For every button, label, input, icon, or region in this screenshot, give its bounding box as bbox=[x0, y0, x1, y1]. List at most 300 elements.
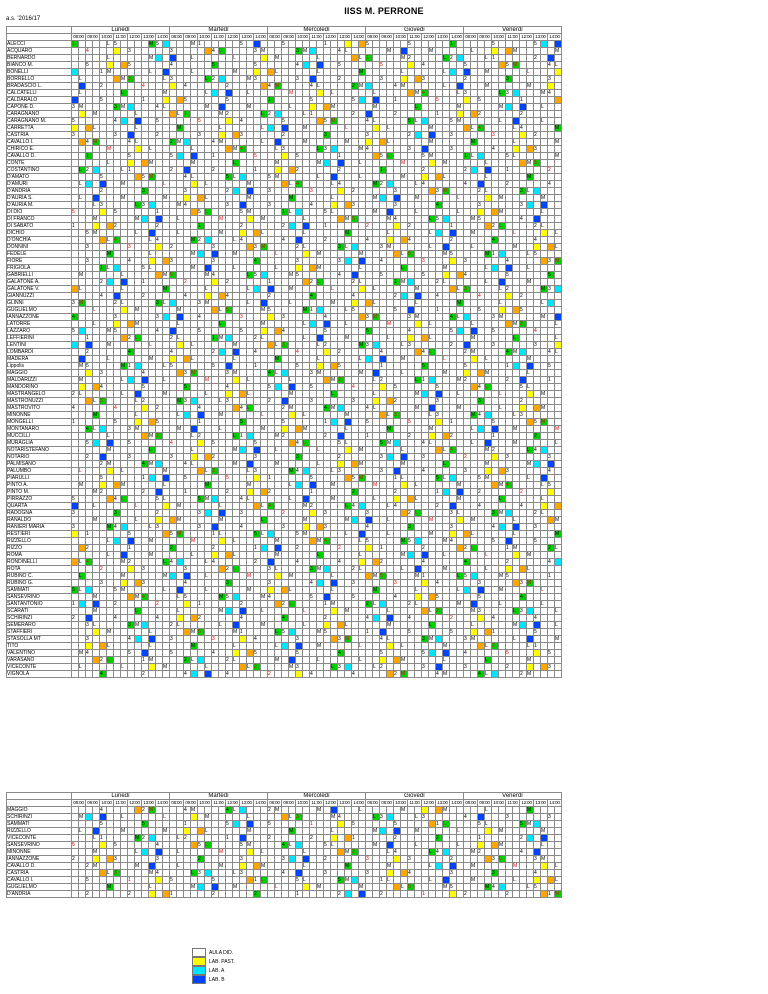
schedule-cell bbox=[387, 475, 394, 482]
schedule-cell bbox=[317, 384, 324, 391]
schedule-cell: L bbox=[163, 76, 170, 83]
schedule-cell: 1 bbox=[142, 475, 149, 482]
teacher-name: RADOGNA bbox=[7, 510, 72, 517]
schedule-cell bbox=[261, 314, 268, 321]
schedule-cell: 4 bbox=[240, 146, 247, 153]
schedule-cell bbox=[163, 146, 170, 153]
schedule-cell bbox=[527, 321, 534, 328]
schedule-cell bbox=[212, 279, 219, 286]
schedule-cell bbox=[443, 132, 450, 139]
schedule-cell bbox=[548, 265, 555, 272]
schedule-cell bbox=[443, 433, 450, 440]
schedule-cell bbox=[128, 342, 135, 349]
schedule-cell: L bbox=[93, 307, 100, 314]
schedule-cell bbox=[72, 76, 79, 83]
schedule-cell bbox=[121, 174, 128, 181]
schedule-cell: M bbox=[401, 279, 408, 286]
schedule-cell bbox=[345, 272, 352, 279]
schedule-cell: 5 bbox=[156, 496, 163, 503]
schedule-cell bbox=[261, 391, 268, 398]
schedule-cell bbox=[86, 216, 93, 223]
schedule-cell bbox=[513, 188, 520, 195]
schedule-cell bbox=[233, 293, 240, 300]
schedule-cell: L bbox=[527, 188, 534, 195]
schedule-cell bbox=[450, 195, 457, 202]
schedule-cell bbox=[394, 146, 401, 153]
schedule-cell bbox=[261, 223, 268, 230]
schedule-cell bbox=[534, 195, 541, 202]
schedule-cell: M bbox=[275, 356, 282, 363]
schedule-cell: 4 bbox=[520, 216, 527, 223]
schedule-cell bbox=[205, 412, 212, 419]
schedule-cell bbox=[100, 160, 107, 167]
schedule-cell bbox=[247, 251, 254, 258]
schedule-cell bbox=[394, 335, 401, 342]
hour-header: 08:00 bbox=[171, 34, 182, 39]
schedule-cell: M bbox=[107, 328, 114, 335]
schedule-cell bbox=[527, 314, 534, 321]
schedule-cell bbox=[387, 265, 394, 272]
schedule-cell bbox=[548, 321, 555, 328]
schedule-cell bbox=[275, 188, 282, 195]
schedule-cell: 3 bbox=[142, 202, 149, 209]
schedule-cell: L bbox=[177, 321, 184, 328]
schedule-cell bbox=[373, 69, 380, 76]
schedule-cell: L bbox=[317, 447, 324, 454]
schedule-cell bbox=[268, 181, 275, 188]
schedule-cell bbox=[191, 475, 198, 482]
schedule-cell bbox=[128, 132, 135, 139]
schedule-cell bbox=[268, 125, 275, 132]
schedule-cell bbox=[408, 209, 415, 216]
schedule-cell bbox=[163, 97, 170, 104]
schedule-cell: L bbox=[373, 391, 380, 398]
schedule-cell bbox=[436, 370, 443, 377]
schedule-cell: 4 bbox=[72, 405, 79, 412]
schedule-cell bbox=[324, 349, 331, 356]
schedule-cell bbox=[422, 419, 429, 426]
schedule-cell: 5 bbox=[366, 419, 373, 426]
schedule-cell bbox=[520, 251, 527, 258]
teacher-row bbox=[7, 132, 562, 139]
schedule-cell bbox=[478, 132, 485, 139]
schedule-cell bbox=[226, 391, 233, 398]
schedule-cell bbox=[401, 167, 408, 174]
schedule-cell bbox=[359, 272, 366, 279]
schedule-cell bbox=[191, 104, 198, 111]
schedule-cell bbox=[226, 62, 233, 69]
schedule-cell bbox=[541, 202, 548, 209]
schedule-cell: M bbox=[345, 139, 352, 146]
schedule-cell: L bbox=[317, 55, 324, 62]
schedule-cell bbox=[380, 55, 387, 62]
schedule-cell: 3 bbox=[114, 132, 121, 139]
schedule-cell bbox=[275, 139, 282, 146]
schedule-cell bbox=[198, 321, 205, 328]
schedule-cell bbox=[506, 132, 513, 139]
schedule-cell bbox=[387, 174, 394, 181]
schedule-cell: 5 bbox=[128, 440, 135, 447]
schedule-cell bbox=[534, 111, 541, 118]
schedule-cell: M bbox=[205, 496, 212, 503]
schedule-cell bbox=[219, 314, 226, 321]
schedule-cell bbox=[275, 454, 282, 461]
schedule-cell bbox=[93, 265, 100, 272]
schedule-cell: M bbox=[247, 482, 254, 489]
schedule-cell bbox=[373, 146, 380, 153]
schedule-cell: L bbox=[415, 181, 422, 188]
schedule-cell bbox=[450, 440, 457, 447]
schedule-cell bbox=[422, 489, 429, 496]
schedule-cell: L bbox=[485, 265, 492, 272]
schedule-cell: L bbox=[345, 440, 352, 447]
schedule-cell bbox=[408, 160, 415, 167]
schedule-cell: M bbox=[485, 251, 492, 258]
schedule-cell bbox=[205, 188, 212, 195]
hour-header: 14:00 bbox=[255, 34, 266, 39]
schedule-cell bbox=[72, 370, 79, 377]
schedule-cell bbox=[457, 517, 464, 524]
schedule-cell bbox=[163, 349, 170, 356]
schedule-cell bbox=[443, 384, 450, 391]
schedule-cell bbox=[142, 517, 149, 524]
schedule-cell: M bbox=[373, 314, 380, 321]
schedule-cell bbox=[527, 489, 534, 496]
schedule-cell bbox=[520, 76, 527, 83]
teacher-row bbox=[7, 139, 562, 146]
schedule-cell bbox=[506, 69, 513, 76]
teacher-row bbox=[7, 447, 562, 454]
schedule-cell bbox=[261, 55, 268, 62]
schedule-cell: L bbox=[177, 216, 184, 223]
schedule-cell: 5 bbox=[464, 363, 471, 370]
schedule-cell bbox=[338, 69, 345, 76]
schedule-cell bbox=[142, 363, 149, 370]
schedule-cell bbox=[212, 132, 219, 139]
schedule-cell bbox=[443, 398, 450, 405]
schedule-cell bbox=[275, 272, 282, 279]
schedule-cell bbox=[135, 475, 142, 482]
schedule-cell bbox=[170, 426, 177, 433]
schedule-cell bbox=[233, 377, 240, 384]
schedule-cell bbox=[492, 76, 499, 83]
schedule-cell bbox=[527, 363, 534, 370]
schedule-cell bbox=[205, 258, 212, 265]
schedule-cell bbox=[163, 328, 170, 335]
schedule-cell bbox=[303, 468, 310, 475]
teacher-name: DICHIO bbox=[7, 230, 72, 237]
schedule-cell bbox=[492, 440, 499, 447]
schedule-cell bbox=[121, 132, 128, 139]
schedule-cell bbox=[212, 517, 219, 524]
schedule-cell bbox=[555, 41, 562, 48]
schedule-cell bbox=[436, 104, 443, 111]
schedule-cell bbox=[240, 76, 247, 83]
schedule-cell bbox=[226, 461, 233, 468]
schedule-cell bbox=[226, 251, 233, 258]
schedule-cell bbox=[548, 510, 555, 517]
teacher-name: DI SABATO bbox=[7, 223, 72, 230]
schedule-cell: L bbox=[163, 482, 170, 489]
schedule-cell bbox=[457, 503, 464, 510]
teacher-row bbox=[7, 517, 562, 524]
schedule-cell: M bbox=[345, 412, 352, 419]
schedule-cell bbox=[93, 447, 100, 454]
schedule-cell: M bbox=[499, 510, 506, 517]
schedule-cell bbox=[373, 503, 380, 510]
schedule-cell bbox=[359, 202, 366, 209]
teacher-name: GUGLIELMO bbox=[7, 307, 72, 314]
schedule-cell bbox=[240, 349, 247, 356]
schedule-cell bbox=[401, 468, 408, 475]
schedule-cell bbox=[212, 174, 219, 181]
schedule-cell: M bbox=[177, 503, 184, 510]
teacher-row bbox=[7, 293, 562, 300]
schedule-cell bbox=[100, 90, 107, 97]
schedule-cell: 2 bbox=[450, 433, 457, 440]
schedule-cell bbox=[226, 209, 233, 216]
schedule-cell bbox=[79, 230, 86, 237]
schedule-cell: L bbox=[303, 244, 310, 251]
schedule-cell bbox=[93, 468, 100, 475]
schedule-cell: M bbox=[387, 321, 394, 328]
teacher-name: MASTRONUZZI bbox=[7, 398, 72, 405]
schedule-cell bbox=[240, 83, 247, 90]
schedule-cell bbox=[107, 475, 114, 482]
schedule-cell bbox=[541, 139, 548, 146]
schedule-cell bbox=[450, 503, 457, 510]
schedule-cell bbox=[86, 286, 93, 293]
schedule-cell: 2 bbox=[534, 510, 541, 517]
schedule-cell bbox=[282, 440, 289, 447]
schedule-cell bbox=[548, 146, 555, 153]
schedule-cell bbox=[107, 258, 114, 265]
schedule-cell bbox=[555, 398, 562, 405]
schedule-cell bbox=[380, 111, 387, 118]
schedule-cell: 3 bbox=[128, 76, 135, 83]
schedule-cell bbox=[555, 412, 562, 419]
schedule-cell: L bbox=[401, 251, 408, 258]
schedule-cell: L bbox=[107, 356, 114, 363]
schedule-cell bbox=[331, 314, 338, 321]
schedule-cell bbox=[534, 496, 541, 503]
schedule-cell bbox=[184, 181, 191, 188]
schedule-cell: 4 bbox=[184, 293, 191, 300]
schedule-cell bbox=[100, 377, 107, 384]
schedule-cell bbox=[282, 426, 289, 433]
schedule-cell: M bbox=[205, 482, 212, 489]
schedule-cell bbox=[149, 363, 156, 370]
schedule-cell: M bbox=[121, 195, 128, 202]
schedule-cell bbox=[429, 104, 436, 111]
schedule-cell bbox=[324, 244, 331, 251]
schedule-cell bbox=[289, 83, 296, 90]
schedule-cell bbox=[79, 447, 86, 454]
schedule-cell bbox=[121, 125, 128, 132]
schedule-cell bbox=[520, 363, 527, 370]
schedule-cell bbox=[163, 440, 170, 447]
schedule-cell bbox=[338, 496, 345, 503]
schedule-cell: L bbox=[457, 391, 464, 398]
schedule-cell bbox=[492, 244, 499, 251]
schedule-cell bbox=[471, 188, 478, 195]
schedule-cell bbox=[471, 405, 478, 412]
schedule-cell: 3 bbox=[170, 454, 177, 461]
schedule-cell: L bbox=[345, 307, 352, 314]
schedule-cell: 3 bbox=[520, 188, 527, 195]
schedule-cell bbox=[212, 111, 219, 118]
schedule-cell bbox=[345, 454, 352, 461]
schedule-cell bbox=[443, 412, 450, 419]
schedule-cell bbox=[275, 125, 282, 132]
schedule-cell bbox=[324, 300, 331, 307]
schedule-cell bbox=[93, 209, 100, 216]
schedule-cell bbox=[282, 90, 289, 97]
schedule-cell bbox=[247, 111, 254, 118]
schedule-cell bbox=[107, 153, 114, 160]
schedule-cell bbox=[513, 489, 520, 496]
schedule-cell: 4 bbox=[450, 447, 457, 454]
schedule-cell bbox=[485, 146, 492, 153]
schedule-cell: M bbox=[499, 209, 506, 216]
schedule-cell bbox=[415, 251, 422, 258]
schedule-cell bbox=[149, 83, 156, 90]
schedule-cell bbox=[506, 111, 513, 118]
schedule-cell bbox=[345, 195, 352, 202]
schedule-cell bbox=[345, 461, 352, 468]
schedule-cell bbox=[296, 475, 303, 482]
schedule-cell bbox=[156, 55, 163, 62]
schedule-cell: L bbox=[317, 279, 324, 286]
schedule-cell bbox=[548, 440, 555, 447]
schedule-cell: 5 bbox=[268, 174, 275, 181]
schedule-cell: 2 bbox=[520, 489, 527, 496]
schedule-cell: 5 bbox=[506, 272, 513, 279]
schedule-cell bbox=[275, 517, 282, 524]
schedule-cell bbox=[93, 160, 100, 167]
schedule-cell: L bbox=[443, 55, 450, 62]
schedule-cell bbox=[198, 384, 205, 391]
schedule-cell bbox=[296, 216, 303, 223]
schedule-cell bbox=[177, 97, 184, 104]
schedule-cell bbox=[541, 503, 548, 510]
schedule-cell bbox=[149, 181, 156, 188]
schedule-cell bbox=[191, 48, 198, 55]
schedule-cell bbox=[401, 132, 408, 139]
schedule-cell: L bbox=[359, 160, 366, 167]
schedule-cell bbox=[156, 489, 163, 496]
schedule-cell bbox=[149, 293, 156, 300]
schedule-cell bbox=[240, 286, 247, 293]
schedule-cell bbox=[247, 230, 254, 237]
schedule-cell bbox=[142, 356, 149, 363]
schedule-cell bbox=[464, 188, 471, 195]
schedule-cell bbox=[303, 328, 310, 335]
schedule-cell bbox=[261, 405, 268, 412]
schedule-cell: L bbox=[135, 517, 142, 524]
schedule-cell: L bbox=[457, 510, 464, 517]
schedule-cell bbox=[373, 307, 380, 314]
hour-header: 11:00 bbox=[115, 34, 126, 39]
schedule-cell bbox=[247, 279, 254, 286]
schedule-cell bbox=[401, 391, 408, 398]
schedule-cell bbox=[380, 447, 387, 454]
schedule-cell: 1 bbox=[72, 41, 79, 48]
schedule-cell bbox=[415, 174, 422, 181]
schedule-cell: 3 bbox=[282, 342, 289, 349]
schedule-cell bbox=[289, 321, 296, 328]
schedule-cell: L bbox=[359, 55, 366, 62]
schedule-cell: 5 bbox=[436, 384, 443, 391]
schedule-cell: L bbox=[121, 167, 128, 174]
schedule-cell bbox=[212, 97, 219, 104]
schedule-cell bbox=[513, 104, 520, 111]
schedule-cell bbox=[366, 97, 373, 104]
schedule-cell bbox=[380, 83, 387, 90]
schedule-cell: M bbox=[457, 482, 464, 489]
schedule-cell: L bbox=[471, 321, 478, 328]
schedule-cell: L bbox=[247, 496, 254, 503]
schedule-cell bbox=[366, 174, 373, 181]
schedule-cell bbox=[548, 216, 555, 223]
schedule-cell bbox=[331, 370, 338, 377]
schedule-cell: L bbox=[205, 209, 212, 216]
schedule-cell bbox=[296, 412, 303, 419]
schedule-cell: 5 bbox=[450, 251, 457, 258]
schedule-cell: L bbox=[191, 356, 198, 363]
schedule-cell bbox=[121, 475, 128, 482]
schedule-cell: 1 bbox=[184, 489, 191, 496]
teacher-name: MONTANARO bbox=[7, 426, 72, 433]
schedule-cell bbox=[506, 118, 513, 125]
teacher-name: BONELLI bbox=[7, 69, 72, 76]
schedule-cell bbox=[345, 90, 352, 97]
schedule-cell bbox=[394, 300, 401, 307]
schedule-cell: 4 bbox=[422, 62, 429, 69]
schedule-cell bbox=[338, 300, 345, 307]
schedule-cell bbox=[506, 230, 513, 237]
schedule-cell: 5 bbox=[254, 62, 261, 69]
schedule-cell bbox=[156, 181, 163, 188]
schedule-cell bbox=[450, 174, 457, 181]
schedule-cell bbox=[303, 62, 310, 69]
schedule-cell bbox=[163, 342, 170, 349]
schedule-cell bbox=[408, 111, 415, 118]
schedule-cell: 5 bbox=[254, 153, 261, 160]
schedule-cell bbox=[387, 167, 394, 174]
schedule-cell bbox=[471, 342, 478, 349]
schedule-cell bbox=[380, 475, 387, 482]
schedule-cell bbox=[177, 482, 184, 489]
schedule-cell bbox=[100, 391, 107, 398]
schedule-cell bbox=[163, 370, 170, 377]
schedule-cell bbox=[401, 146, 408, 153]
schedule-cell bbox=[296, 314, 303, 321]
schedule-cell bbox=[387, 370, 394, 377]
schedule-cell bbox=[247, 447, 254, 454]
schedule-cell: 3 bbox=[128, 244, 135, 251]
schedule-cell bbox=[149, 132, 156, 139]
schedule-cell bbox=[86, 97, 93, 104]
schedule-cell bbox=[478, 181, 485, 188]
schedule-cell: 4 bbox=[184, 461, 191, 468]
schedule-cell bbox=[464, 335, 471, 342]
schedule-cell bbox=[114, 391, 121, 398]
schedule-cell bbox=[457, 335, 464, 342]
schedule-cell bbox=[471, 62, 478, 69]
schedule-cell bbox=[184, 125, 191, 132]
schedule-cell: M bbox=[317, 265, 324, 272]
